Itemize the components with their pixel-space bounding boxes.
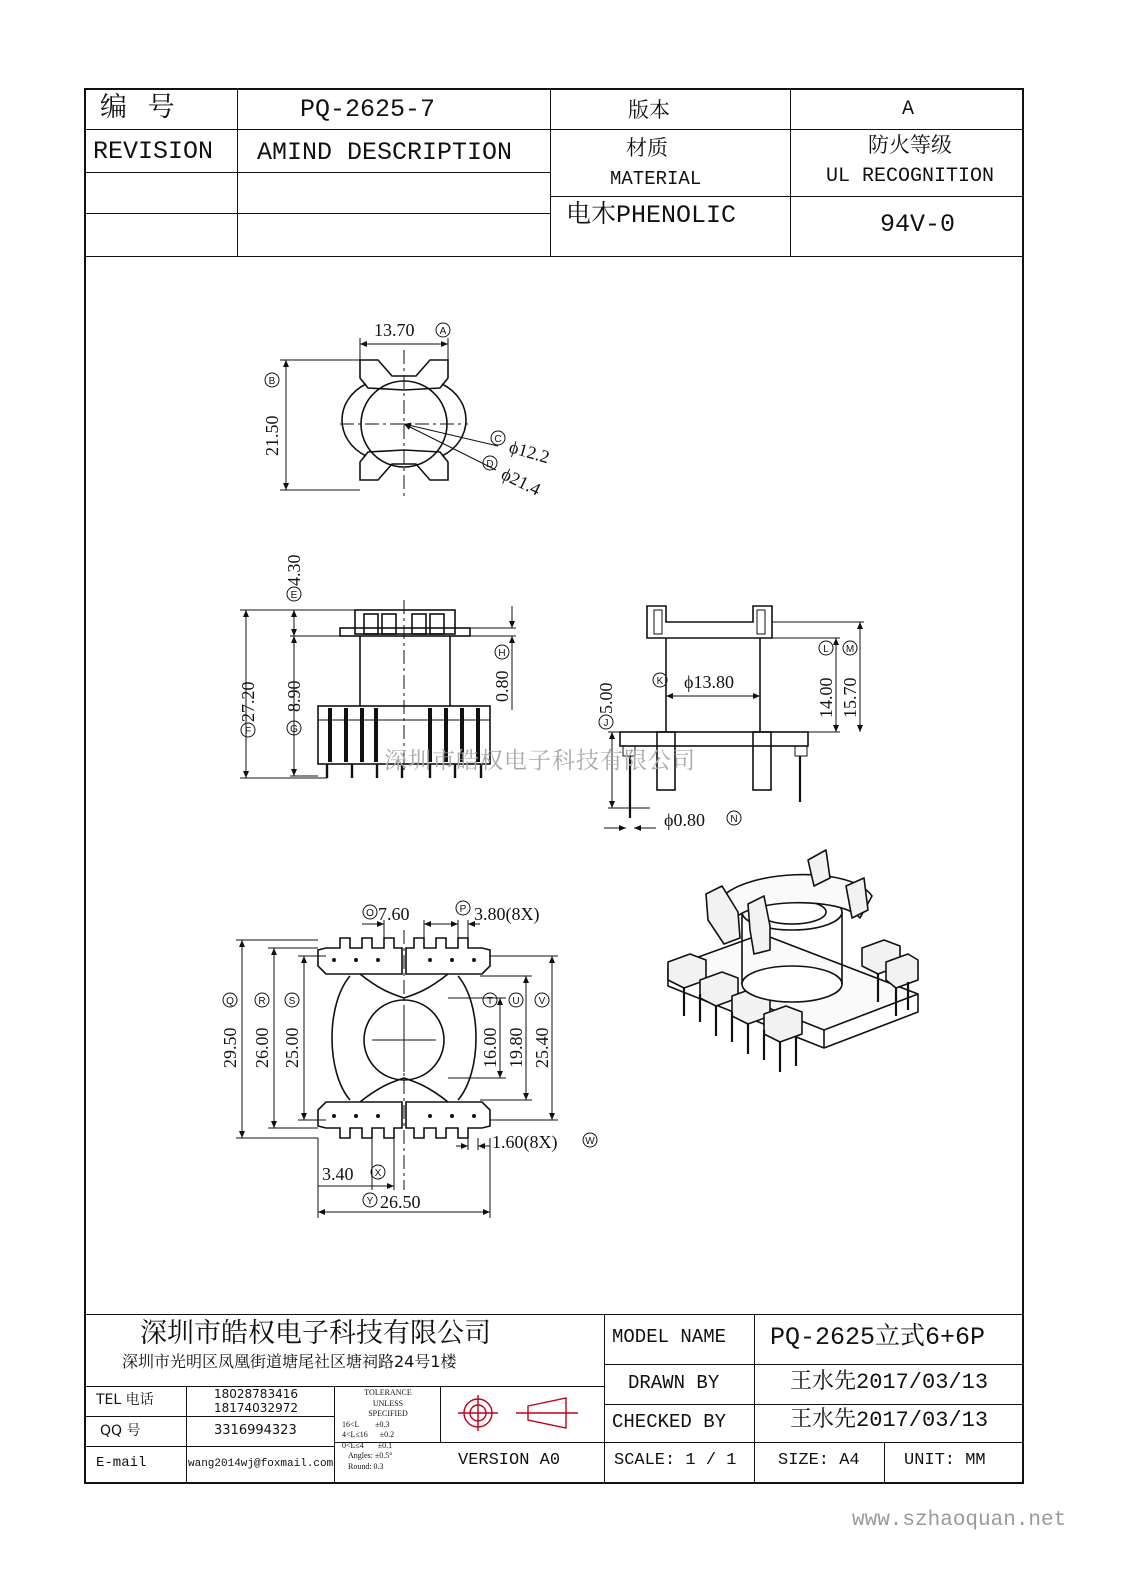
- dim-16-00: 16.00: [480, 1027, 500, 1068]
- number-label: 编 号: [100, 92, 181, 123]
- title-block-rule: [604, 1442, 1024, 1443]
- version-value: A: [902, 98, 915, 121]
- dim-13-70: 13.70: [374, 320, 415, 340]
- dim-14-00: 14.00: [816, 677, 836, 718]
- dim-19-80: 19.80: [506, 1027, 526, 1068]
- title-block-rule: [84, 1314, 1024, 1315]
- dim-26-00: 26.00: [252, 1027, 272, 1068]
- dim-phi-12-2: ϕ12.2: [506, 436, 552, 468]
- svg-text:O: O: [366, 908, 374, 919]
- watermark-text: 深圳市皓权电子科技有限公司: [384, 748, 696, 774]
- dim-7-60: 7.60: [378, 904, 410, 924]
- part-number: PQ-2625-7: [300, 95, 436, 124]
- qq-value: 3316994323: [214, 1423, 297, 1438]
- svg-text:M: M: [845, 644, 855, 655]
- title-block-divider: [186, 1386, 187, 1484]
- svg-text:F: F: [244, 726, 252, 737]
- checked-value: 王水先2017/03/13: [790, 1408, 989, 1433]
- title-block-rule: [84, 1416, 334, 1417]
- dim-1-60-8x: 1.60(8X): [492, 1132, 558, 1152]
- title-block-rule: [84, 1446, 334, 1447]
- svg-text:W: W: [585, 1136, 595, 1147]
- dim-27-20: 27.20: [238, 681, 258, 722]
- title-block-divider: [754, 1314, 755, 1484]
- dim-3-80-8x: 3.80(8X): [474, 904, 540, 924]
- svg-text:E: E: [290, 590, 298, 601]
- title-block-divider: [884, 1442, 885, 1484]
- svg-text:D: D: [486, 459, 494, 470]
- svg-text:K: K: [656, 676, 664, 687]
- material-value: 电木PHENOLIC: [566, 201, 737, 230]
- svg-text:C: C: [494, 434, 502, 445]
- dim-4-30: 4.30: [284, 554, 304, 586]
- model-label: MODEL NAME: [612, 1326, 727, 1348]
- top-view: [280, 338, 498, 496]
- company-name: 深圳市皓权电子科技有限公司: [140, 1318, 491, 1349]
- size-label: SIZE: A4: [778, 1451, 860, 1470]
- dim-5-00: 5.00: [596, 682, 616, 714]
- dim-25-40: 25.40: [532, 1027, 552, 1068]
- dim-26-50: 26.50: [380, 1192, 421, 1212]
- dim-21-50: 21.50: [262, 415, 282, 456]
- dim-3-40: 3.40: [322, 1164, 354, 1184]
- qq-label: QQ 号: [100, 1423, 141, 1439]
- tel-label: TEL 电话: [96, 1392, 154, 1408]
- dim-0-80: 0.80: [492, 670, 512, 702]
- material-label-en: MATERIAL: [610, 168, 702, 190]
- amend-label: AMIND DESCRIPTION: [257, 138, 513, 167]
- footer-url: www.szhaoquan.net: [852, 1509, 1067, 1532]
- dim-15-70: 15.70: [840, 677, 860, 718]
- drawn-label: DRAWN BY: [628, 1372, 720, 1394]
- tolerance-note: TOLERANCE UNLESS SPECIFIED 16<L ±0.3 4<L≤16 ±0.2 0<L≤4 ±0.1 Angles: ±0.5° Round: 0.3: [342, 1388, 412, 1471]
- email-value: wang2014wj@foxmail.com: [188, 1458, 334, 1470]
- svg-text:G: G: [290, 724, 298, 735]
- svg-text:S: S: [288, 996, 296, 1007]
- title-block-divider: [604, 1314, 605, 1484]
- svg-text:R: R: [258, 996, 266, 1007]
- title-block-divider: [440, 1386, 441, 1442]
- dim-phi-0-80: ϕ0.80: [664, 810, 705, 830]
- title-block-rule: [604, 1404, 1024, 1405]
- dim-29-50: 29.50: [220, 1027, 240, 1068]
- checked-label: CHECKED BY: [612, 1411, 727, 1433]
- svg-text:X: X: [374, 1168, 382, 1179]
- svg-text:V: V: [538, 996, 546, 1007]
- version-code: VERSION A0: [458, 1451, 561, 1470]
- svg-text:B: B: [268, 376, 276, 387]
- title-block-rule: [84, 1386, 604, 1387]
- tel-1: 18028783416: [214, 1387, 298, 1401]
- bottom-view: [236, 920, 558, 1218]
- dim-25-00: 25.00: [282, 1027, 302, 1068]
- title-block-rule: [604, 1364, 1024, 1365]
- svg-text:A: A: [439, 326, 447, 337]
- svg-text:T: T: [486, 996, 494, 1007]
- fire-label-en: UL RECOGNITION: [826, 165, 995, 188]
- isometric-view: [668, 850, 918, 1072]
- svg-text:J: J: [603, 718, 609, 729]
- fire-value: 94V-0: [880, 210, 956, 239]
- svg-text:P: P: [459, 904, 467, 915]
- svg-text:Q: Q: [226, 996, 234, 1007]
- drawn-value: 王水先2017/03/13: [790, 1370, 989, 1395]
- model-value: PQ-2625立式6+6P: [770, 1323, 986, 1352]
- material-label-cn: 材质: [626, 136, 668, 160]
- scale-label: SCALE: 1 / 1: [614, 1451, 737, 1470]
- tel-2: 18174032972: [214, 1401, 298, 1415]
- dim-phi-21-4: ϕ21.4: [498, 463, 544, 500]
- dim-phi-13-80: ϕ13.80: [684, 672, 734, 692]
- title-block-divider: [334, 1386, 335, 1484]
- email-label: E-mail: [96, 1455, 147, 1471]
- svg-text:U: U: [512, 996, 520, 1007]
- company-address: 深圳市光明区凤凰街道塘尾社区塘祠路24号1楼: [122, 1352, 457, 1371]
- svg-text:Y: Y: [366, 1196, 374, 1207]
- fire-label-cn: 防火等级: [868, 133, 952, 157]
- revision-label: REVISION: [93, 137, 214, 166]
- dim-8-90: 8.90: [284, 680, 304, 712]
- svg-text:L: L: [823, 644, 829, 655]
- svg-text:H: H: [498, 648, 506, 659]
- unit-label: UNIT: MM: [904, 1451, 986, 1470]
- version-label: 版本: [628, 98, 670, 122]
- svg-text:N: N: [730, 814, 738, 825]
